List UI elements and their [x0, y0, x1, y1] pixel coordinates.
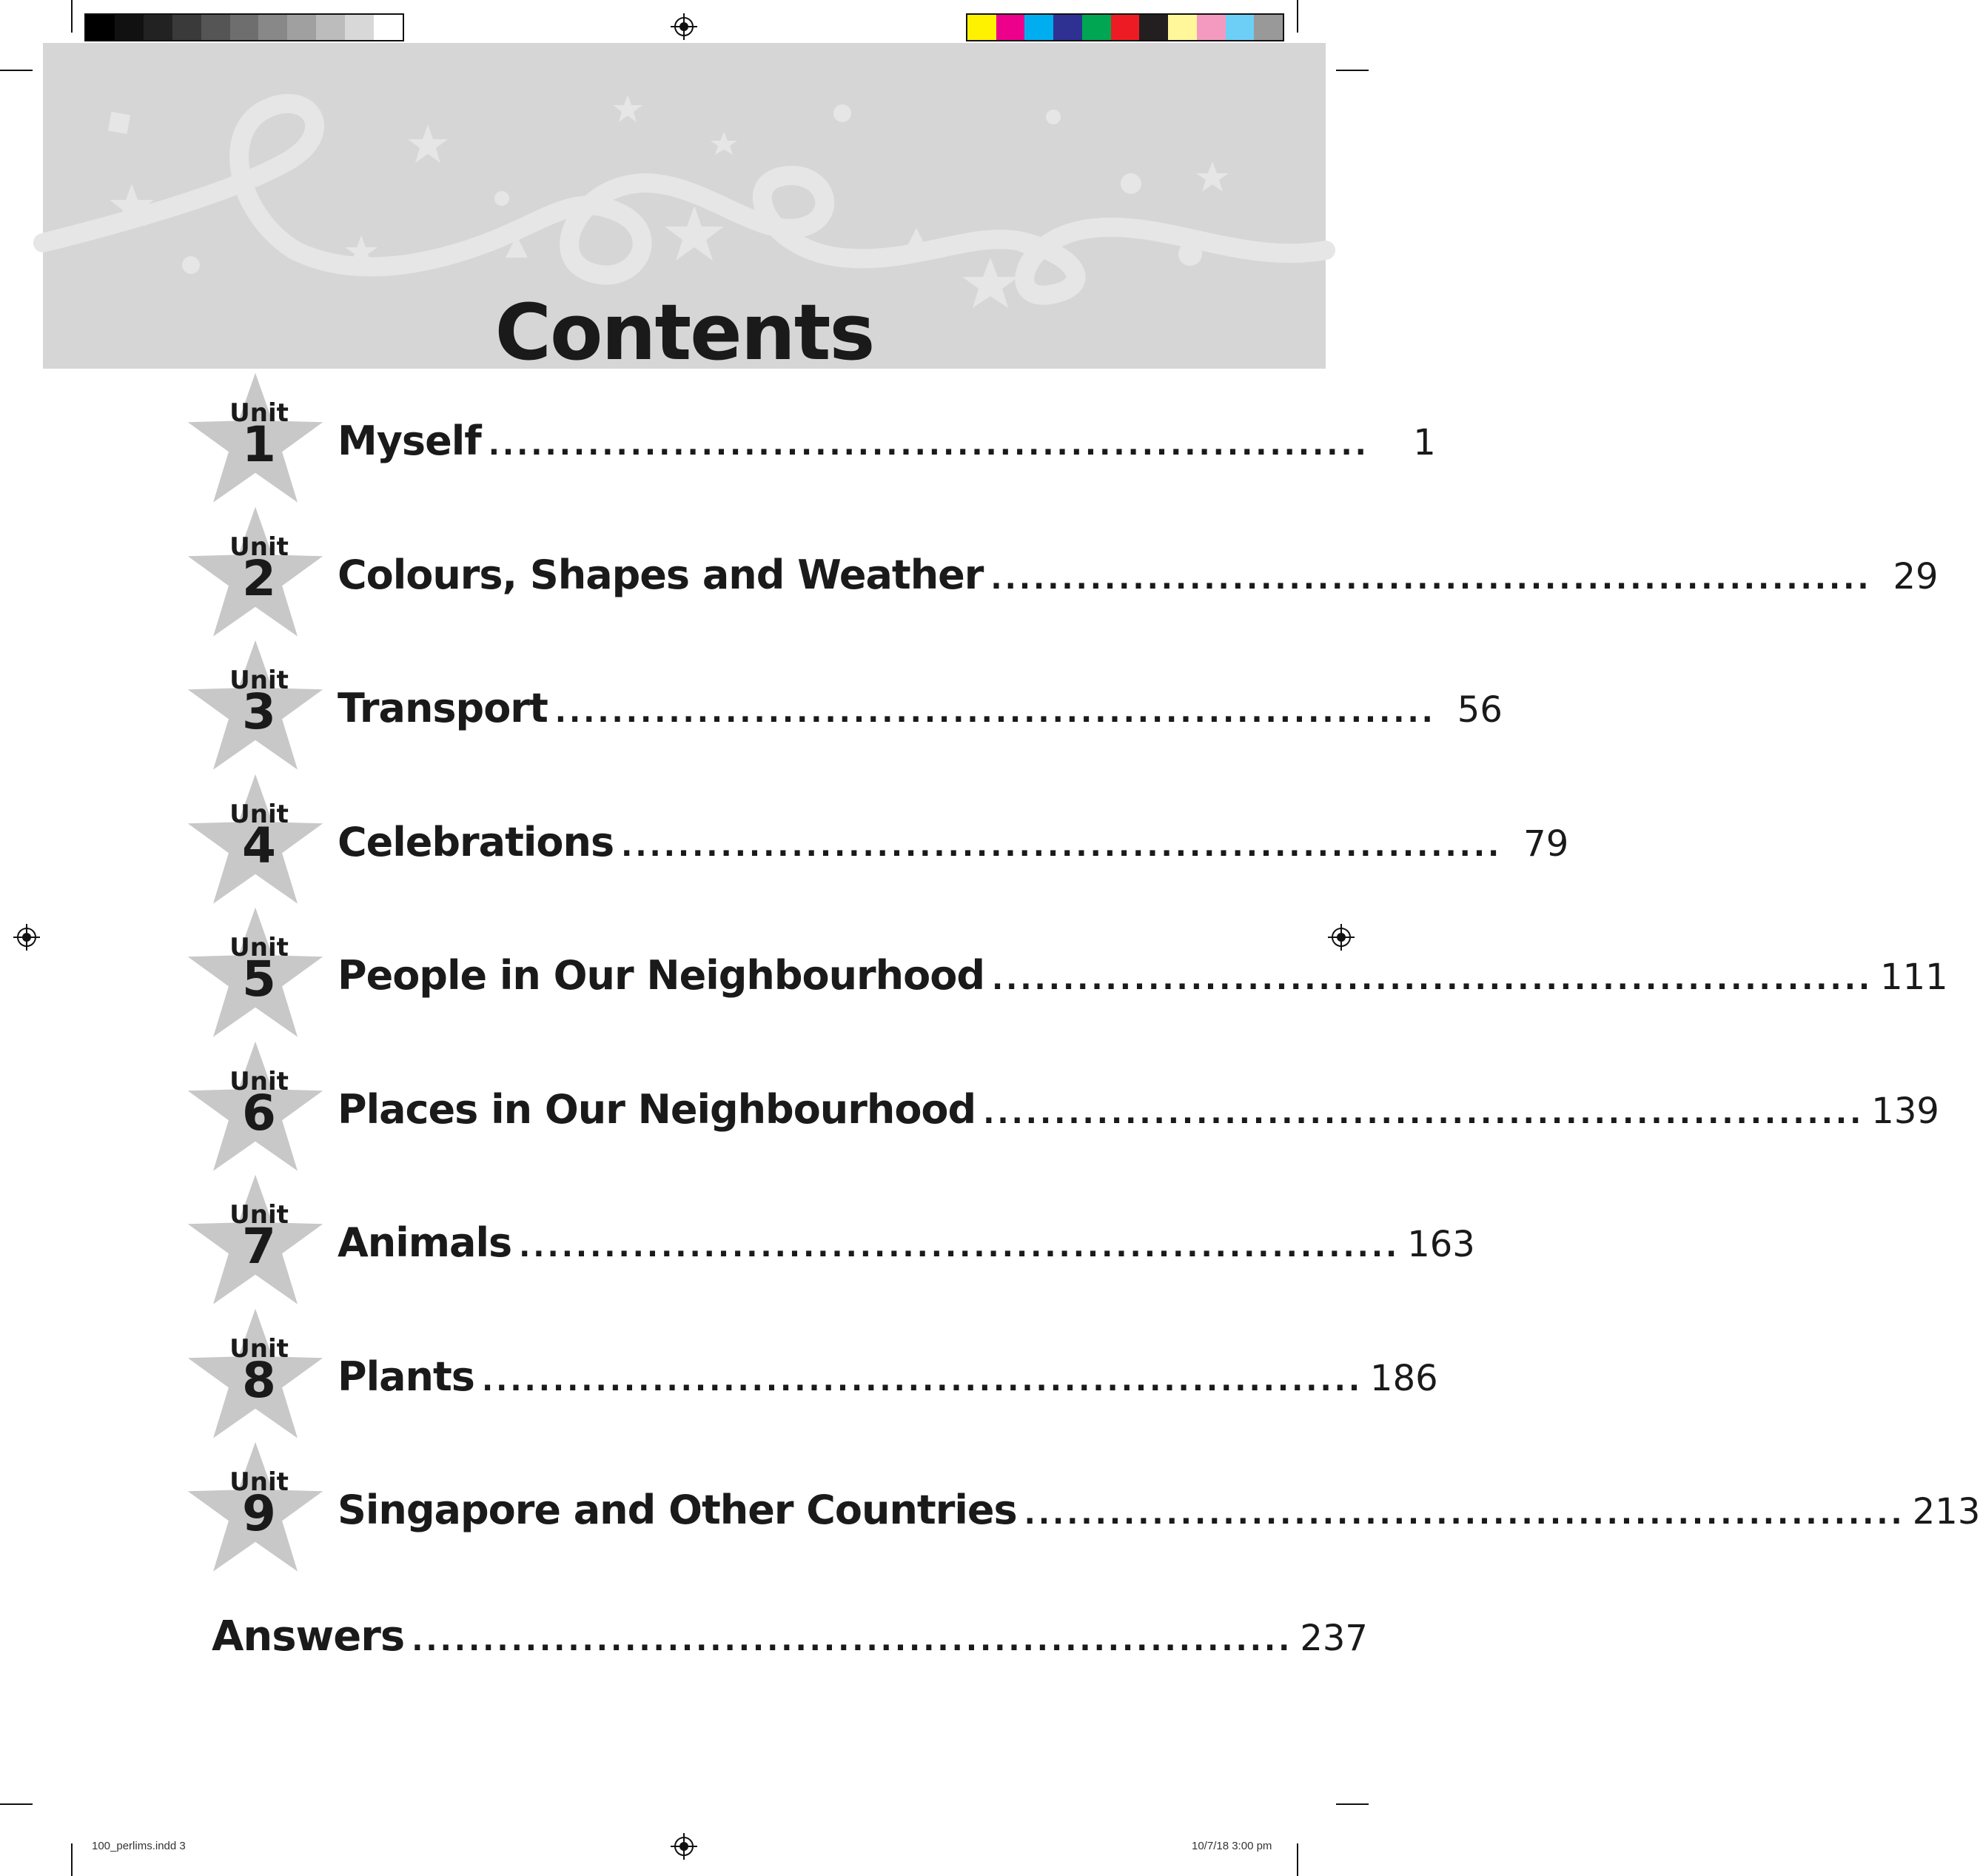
color-swatch: [201, 15, 230, 40]
timestamp-slug: 10/7/18 3:00 pm: [1192, 1840, 1272, 1852]
dot-leader: ..............................................................: [554, 695, 1436, 729]
unit-title: People in Our Neighbourhood: [338, 952, 984, 999]
page-number: 213: [1912, 1491, 1980, 1532]
color-swatch: [1111, 15, 1140, 40]
toc-entry-unit-7[interactable]: [185, 1172, 1475, 1305]
page-title: Contents: [494, 287, 874, 378]
header-banner: [43, 43, 1326, 378]
crop-mark: [1336, 70, 1369, 71]
toc-entry-unit-9[interactable]: [185, 1439, 1980, 1572]
toc-entry-unit-2[interactable]: [185, 504, 1939, 637]
toc-entry-unit-8[interactable]: [185, 1306, 1438, 1439]
unit-title: Celebrations: [338, 818, 614, 865]
color-swatch: [1197, 15, 1226, 40]
page-number: 1: [1413, 422, 1436, 463]
unit-title: Plants: [338, 1353, 474, 1400]
unit-label: Unit: [229, 933, 289, 962]
dot-leader: ..............................................................: [519, 1230, 1400, 1264]
toc-entry-unit-5[interactable]: [185, 905, 1948, 1038]
page-number: 29: [1893, 555, 1939, 597]
dot-leader: ..............................................................: [621, 828, 1503, 863]
color-swatch: [374, 15, 403, 40]
crop-mark: [71, 1843, 73, 1876]
unit-label: Unit: [229, 1066, 289, 1096]
dot-leader: ..............................................................: [481, 1363, 1363, 1398]
page-number: 111: [1880, 957, 1948, 998]
toc-entry-line: [338, 818, 1569, 874]
color-swatch: [172, 15, 201, 40]
toc-entry-line: [338, 418, 1436, 472]
toc-entry-unit-3[interactable]: [185, 637, 1503, 771]
crop-mark: [0, 70, 33, 71]
color-swatch: [1168, 15, 1197, 40]
toc-entry-unit-1[interactable]: [185, 370, 1436, 503]
unit-number: 6: [242, 1084, 276, 1142]
unit-label: Unit: [229, 398, 289, 428]
unit-label: Unit: [229, 1200, 289, 1230]
dot-leader: ..............................................................: [1024, 1497, 1905, 1531]
crop-mark: [1336, 1803, 1369, 1805]
page-number: 56: [1457, 689, 1503, 731]
unit-title: Transport: [338, 685, 548, 731]
dot-leader: ..............................................................: [990, 561, 1872, 596]
color-swatch: [258, 15, 287, 40]
color-swatch: [115, 15, 144, 40]
dot-leader: ..............................................................: [991, 962, 1873, 996]
toc-entry-line: [338, 1219, 1475, 1274]
unit-number: 5: [242, 951, 276, 1008]
unit-number: 9: [242, 1485, 276, 1542]
page-number: 139: [1871, 1090, 1939, 1132]
toc-entry-line: [338, 685, 1503, 740]
unit-number: 3: [242, 683, 276, 740]
unit-label: Unit: [229, 799, 289, 829]
crop-mark: [71, 0, 73, 33]
dot-leader: ..............................................................: [412, 1624, 1293, 1658]
unit-number: 4: [242, 817, 276, 874]
answers-title: Answers: [212, 1612, 405, 1661]
color-swatch: [1254, 15, 1283, 40]
unit-title: Colours, Shapes and Weather: [338, 551, 984, 598]
toc-entry-answers[interactable]: [212, 1612, 1368, 1672]
answers-page-number: 237: [1300, 1618, 1368, 1659]
color-swatch: [1082, 15, 1111, 40]
crop-mark: [0, 1803, 33, 1805]
unit-title: Singapore and Other Countries: [338, 1487, 1017, 1533]
crop-mark: [1297, 1843, 1298, 1876]
registration-mark-left: [13, 924, 40, 951]
toc-entry-line: [338, 551, 1939, 606]
page-number: 163: [1407, 1224, 1475, 1265]
toc-entry-unit-4[interactable]: [185, 771, 1569, 905]
unit-label: Unit: [229, 1333, 289, 1364]
page-number: 186: [1370, 1357, 1438, 1399]
dot-leader: ..............................................................: [488, 428, 1369, 462]
color-swatch: [996, 15, 1025, 40]
toc-entry-line: [338, 952, 1948, 1007]
color-swatch: [967, 15, 996, 40]
process-color-bar: [966, 13, 1284, 41]
unit-label: Unit: [229, 1467, 289, 1497]
registration-mark-top: [671, 13, 697, 40]
color-swatch: [230, 15, 259, 40]
crop-mark: [1297, 0, 1298, 33]
color-swatch: [1139, 15, 1168, 40]
color-swatch: [144, 15, 172, 40]
color-swatch: [1053, 15, 1082, 40]
color-swatch: [316, 15, 345, 40]
toc-entry-line: [338, 1085, 1939, 1141]
unit-number: 7: [242, 1218, 276, 1275]
dot-leader: ..............................................................: [983, 1096, 1865, 1130]
color-swatch: [1024, 15, 1053, 40]
unit-number: 1: [242, 416, 276, 473]
unit-number: 2: [242, 549, 276, 607]
unit-title: Myself: [338, 418, 481, 464]
unit-label: Unit: [229, 532, 289, 562]
file-slug: 100_perlims.indd 3: [92, 1840, 186, 1852]
unit-title: Places in Our Neighbourhood: [338, 1085, 976, 1133]
color-swatch: [86, 15, 115, 40]
toc-entry-line: [338, 1487, 1980, 1541]
color-swatch: [287, 15, 316, 40]
grayscale-color-bar: [84, 13, 404, 41]
registration-mark-bottom: [671, 1833, 697, 1860]
unit-number: 8: [242, 1351, 276, 1409]
page-number: 79: [1523, 823, 1569, 865]
unit-title: Animals: [338, 1219, 512, 1266]
toc-entry-unit-6[interactable]: [185, 1039, 1939, 1172]
unit-label: Unit: [229, 666, 289, 695]
color-swatch: [345, 15, 374, 40]
registration-mark-right: [1328, 924, 1355, 951]
toc-entry-line: [338, 1353, 1438, 1408]
color-swatch: [1226, 15, 1255, 40]
